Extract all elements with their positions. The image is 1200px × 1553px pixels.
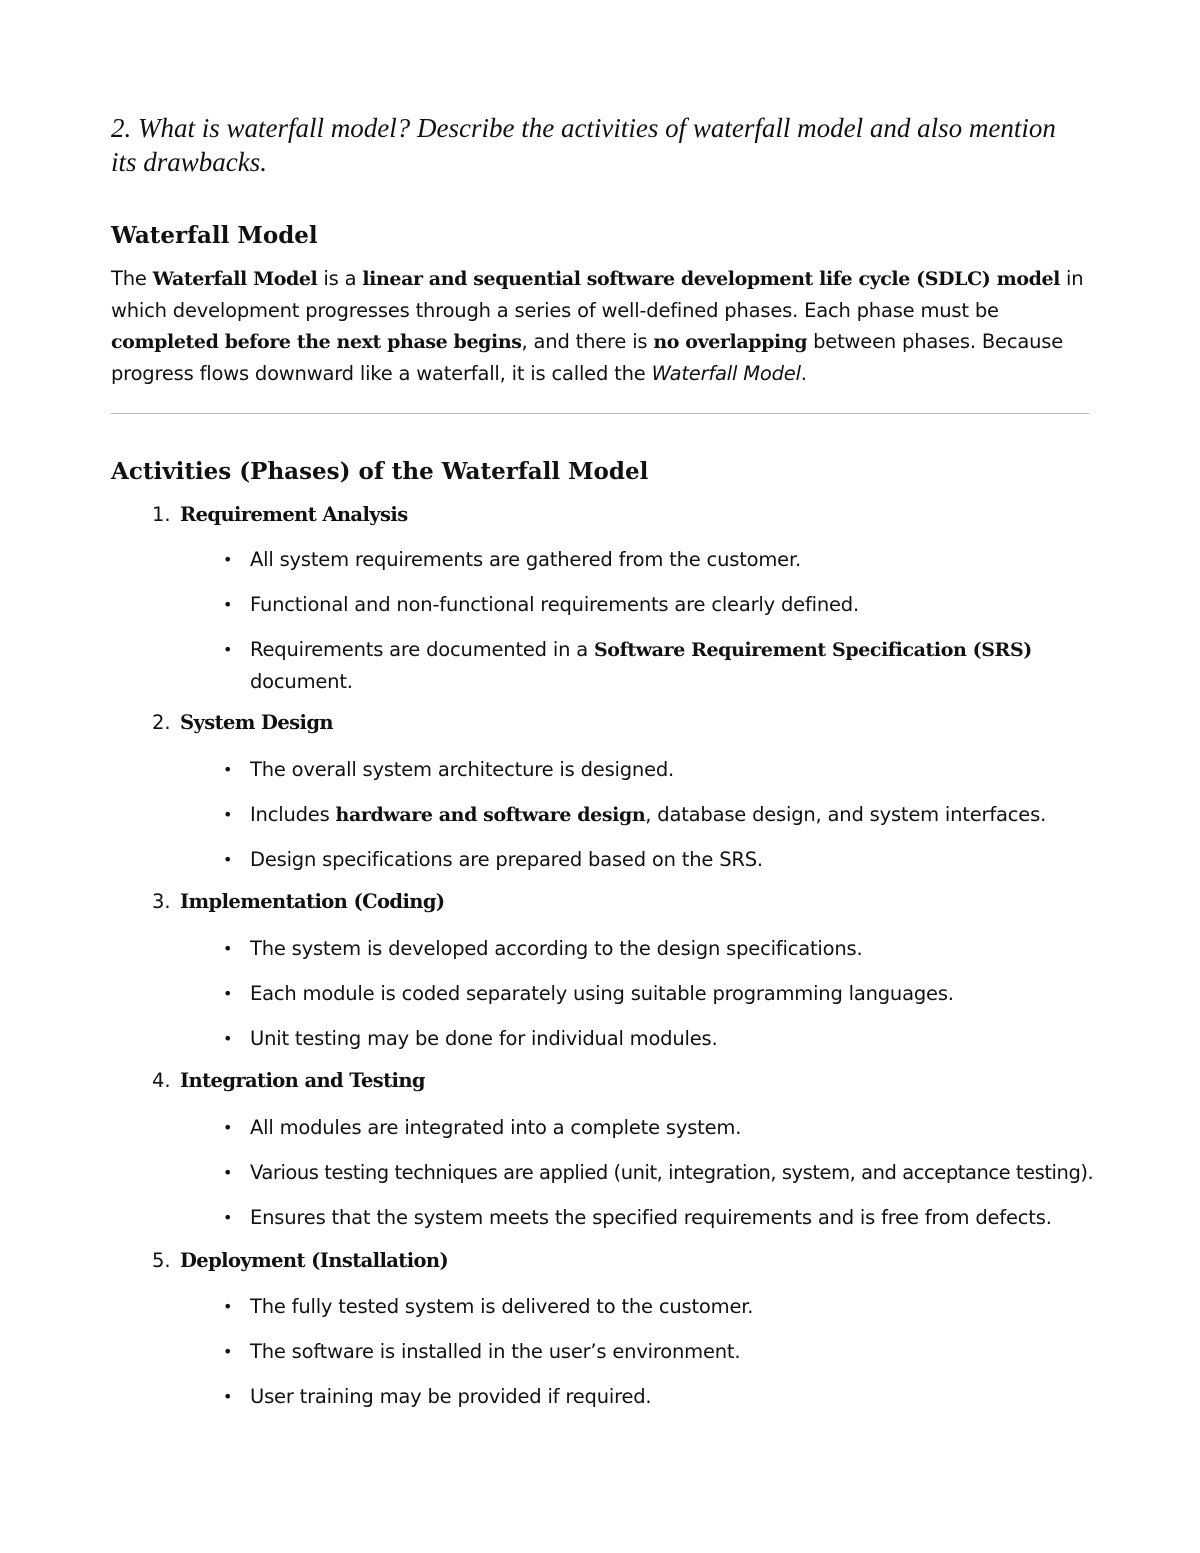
- bullet-icon: •: [223, 1208, 233, 1227]
- intro-run: is a: [317, 267, 363, 290]
- bullet-icon: •: [223, 550, 233, 569]
- bullet-icon: •: [223, 1387, 233, 1406]
- bullet-item: • All system requirements are gathered from the customer.: [223, 544, 1103, 575]
- bullet-icon: •: [223, 850, 233, 869]
- bullet-icon: •: [223, 1163, 232, 1182]
- phase-title: 1. Requirement Analysis: [152, 503, 408, 526]
- phase-title: 5. Deployment (Installation): [152, 1249, 449, 1272]
- bullet-icon: •: [223, 1029, 233, 1048]
- bullet-item: • Ensures that the system meets the specified requirements and is free from defects.: [223, 1202, 1103, 1233]
- bullet-icon: •: [223, 939, 233, 958]
- bullet-item: • User training may be provided if required.: [223, 1381, 1103, 1412]
- intro-run-bold: completed before the next phase begins: [111, 331, 522, 353]
- bullet-item: • The software is installed in the user’s environment.: [223, 1336, 1103, 1367]
- bullet-item: • Various testing techniques are applied (unit, integration, system, and acceptance testing).: [223, 1157, 1103, 1188]
- bullet-item: • Design specifications are prepared based on the SRS.: [223, 844, 1103, 875]
- bullet-icon: •: [223, 805, 233, 824]
- bullet-icon: •: [223, 640, 233, 659]
- intro-run: .: [800, 362, 807, 385]
- bullet-icon: •: [223, 595, 233, 614]
- bullet-item: • The overall system architecture is designed.: [223, 754, 1103, 785]
- section-heading-activities: Activities (Phases) of the Waterfall Model: [111, 458, 649, 485]
- intro-run-italic: Waterfall Model: [651, 362, 801, 385]
- bullet-item: • Unit testing may be done for individual modules.: [223, 1023, 1103, 1054]
- bullet-icon: •: [223, 760, 233, 779]
- intro-run: , and there is: [521, 330, 654, 353]
- phase-title: 3. Implementation (Coding): [152, 890, 445, 913]
- bullet-item: • The fully tested system is delivered to the customer.: [223, 1291, 1103, 1322]
- horizontal-divider: [111, 413, 1089, 414]
- bullet-icon: •: [223, 984, 233, 1003]
- bullet-item: • All modules are integrated into a complete system.: [223, 1112, 1103, 1143]
- phase-title: 4. Integration and Testing: [152, 1069, 425, 1092]
- intro-run: The: [111, 267, 153, 290]
- intro-paragraph: [111, 263, 1096, 389]
- phase-title: 2. System Design: [152, 711, 333, 734]
- intro-run: between phases. Because progress flows downward like a waterfall, it is called the: [111, 330, 1064, 385]
- bullet-icon: •: [223, 1297, 233, 1316]
- bullet-item: • Functional and non-functional requirements are clearly defined.: [223, 589, 1103, 620]
- intro-run-bold: no overlapping: [653, 331, 808, 353]
- bullet-item: • Requirements are documented in a Software Requirement Specification (SRS) document.: [223, 634, 1103, 697]
- bullet-item: • Each module is coded separately using suitable programming languages.: [223, 978, 1103, 1009]
- bullet-icon: •: [223, 1118, 233, 1137]
- bullet-item: • The system is developed according to the design specifications.: [223, 933, 1103, 964]
- question-text: 2. What is waterfall model? Describe the activities of waterfall model and also mention its drawbacks.: [111, 113, 1056, 177]
- intro-run: in which development progresses through a series of well-defined phases. Each phase must be: [111, 267, 1084, 322]
- section-heading-waterfall-model: Waterfall Model: [111, 222, 318, 249]
- intro-run-bold: linear and sequential software development life cycle (SDLC) model: [362, 268, 1060, 290]
- intro-run-bold: Waterfall Model: [152, 268, 318, 290]
- bullet-icon: •: [223, 1342, 233, 1361]
- bullet-item: • Includes hardware and software design, database design, and system interfaces.: [223, 799, 1103, 831]
